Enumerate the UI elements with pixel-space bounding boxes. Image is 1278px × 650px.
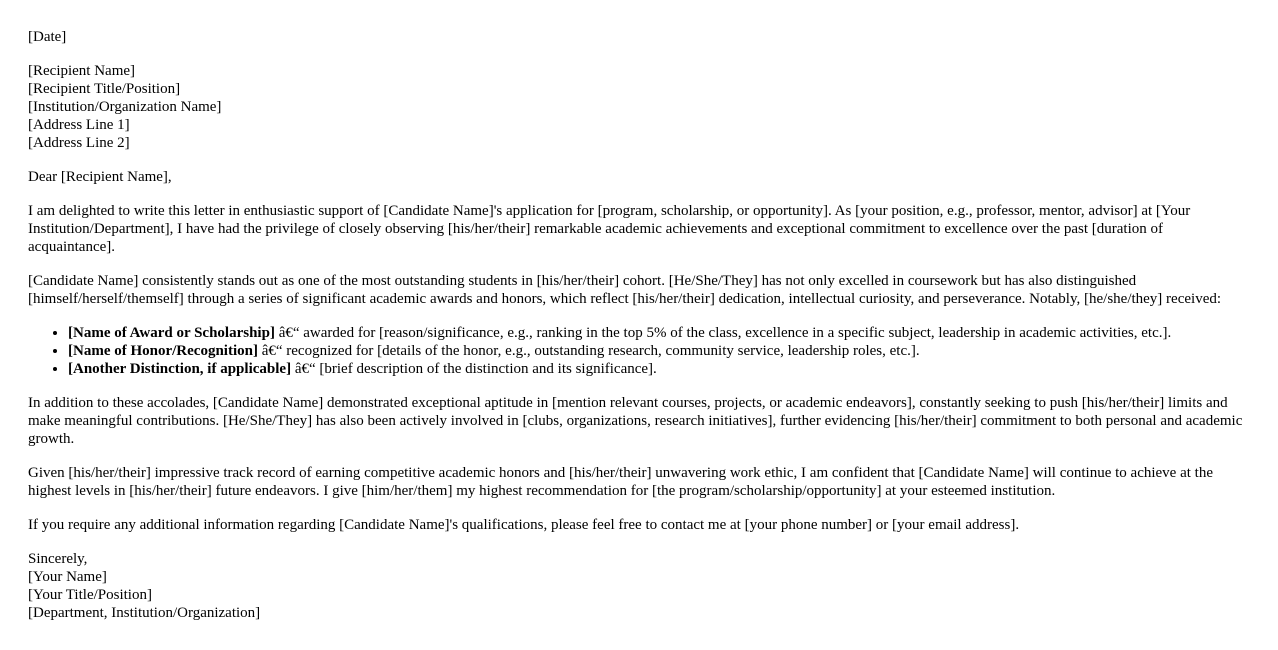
award-description: â€“ [brief description of the distinction and its significance]. xyxy=(291,361,657,377)
body-paragraph-contact: If you require any additional information regarding [Candidate Name]'s qualifications, please feel free to contact me at [your phone number] or [your email address]. xyxy=(28,517,1020,533)
closing: Sincerely, xyxy=(28,551,88,567)
list-item xyxy=(68,342,1250,360)
salutation: Dear [Recipient Name], xyxy=(28,169,172,185)
award-title: [Name of Award or Scholarship] xyxy=(68,325,275,341)
signer-department: [Department, Institution/Organization] xyxy=(28,605,261,621)
recipient-block xyxy=(28,62,1250,152)
recipient-title: [Recipient Title/Position] xyxy=(28,81,181,97)
recipient-name: [Recipient Name] xyxy=(28,63,136,79)
body-paragraph-recommendation: Given [his/her/their] impressive track record of earning competitive academic honors and [his/her/their] unwavering work ethic, I am confident that [Candidate Name] will continue to achieve at the highest levels in [his/her/their] future endeavors. I give [him/her/them] my highest recommendation for [the program/scholarship/opportunity] at your esteemed institution. xyxy=(28,465,1213,499)
recipient-address-line-1: [Address Line 1] xyxy=(28,117,130,133)
body-paragraph-achievements: [Candidate Name] consistently stands out as one of the most outstanding students in [his/her/their] cohort. [He/She/They] has not only excelled in coursework but has also distinguished [himself/herself/themself] through a series of significant academic awards and honors, which reflect [his/her/their] dedication, intellectual curiosity, and perseverance. Notably, [he/she/they] received: xyxy=(28,273,1222,307)
list-item xyxy=(68,360,1250,378)
award-title: [Name of Honor/Recognition] xyxy=(68,343,258,359)
award-title: [Another Distinction, if applicable] xyxy=(68,361,292,377)
signer-title: [Your Title/Position] xyxy=(28,587,152,603)
letter-date: [Date] xyxy=(28,29,67,45)
recipient-address-line-2: [Address Line 2] xyxy=(28,135,130,151)
body-paragraph-intro: I am delighted to write this letter in enthusiastic support of [Candidate Name]'s application for [program, scholarship, or opportunity]. As [your position, e.g., professor, mentor, advisor] at [Your Institution/Department], I have had the privilege of closely observing [his/her/their] remarkable academic achievements and exceptional commitment to excellence over the past [duration of acquaintance]. xyxy=(28,203,1191,255)
signer-name: [Your Name] xyxy=(28,569,107,585)
body-paragraph-aptitude: In addition to these accolades, [Candidate Name] demonstrated exceptional aptitude in [mention relevant courses, projects, or academic endeavors], constantly seeking to push [his/her/their] limits and make meaningful contributions. [He/She/They] has also been actively involved in [clubs, organizations, research initiatives], further evidencing [his/her/their] commitment to both personal and academic growth. xyxy=(28,395,1243,447)
list-item xyxy=(68,324,1250,342)
awards-list xyxy=(28,324,1250,378)
award-description: â€“ recognized for [details of the honor, e.g., outstanding research, community service, leadership roles, etc.]. xyxy=(257,343,920,359)
signature-block xyxy=(28,550,1250,622)
recipient-institution: [Institution/Organization Name] xyxy=(28,99,222,115)
award-description: â€“ awarded for [reason/significance, e.g., ranking in the top 5% of the class, excellence in a specific subject, leadership in academic activities, etc.]. xyxy=(274,325,1172,341)
